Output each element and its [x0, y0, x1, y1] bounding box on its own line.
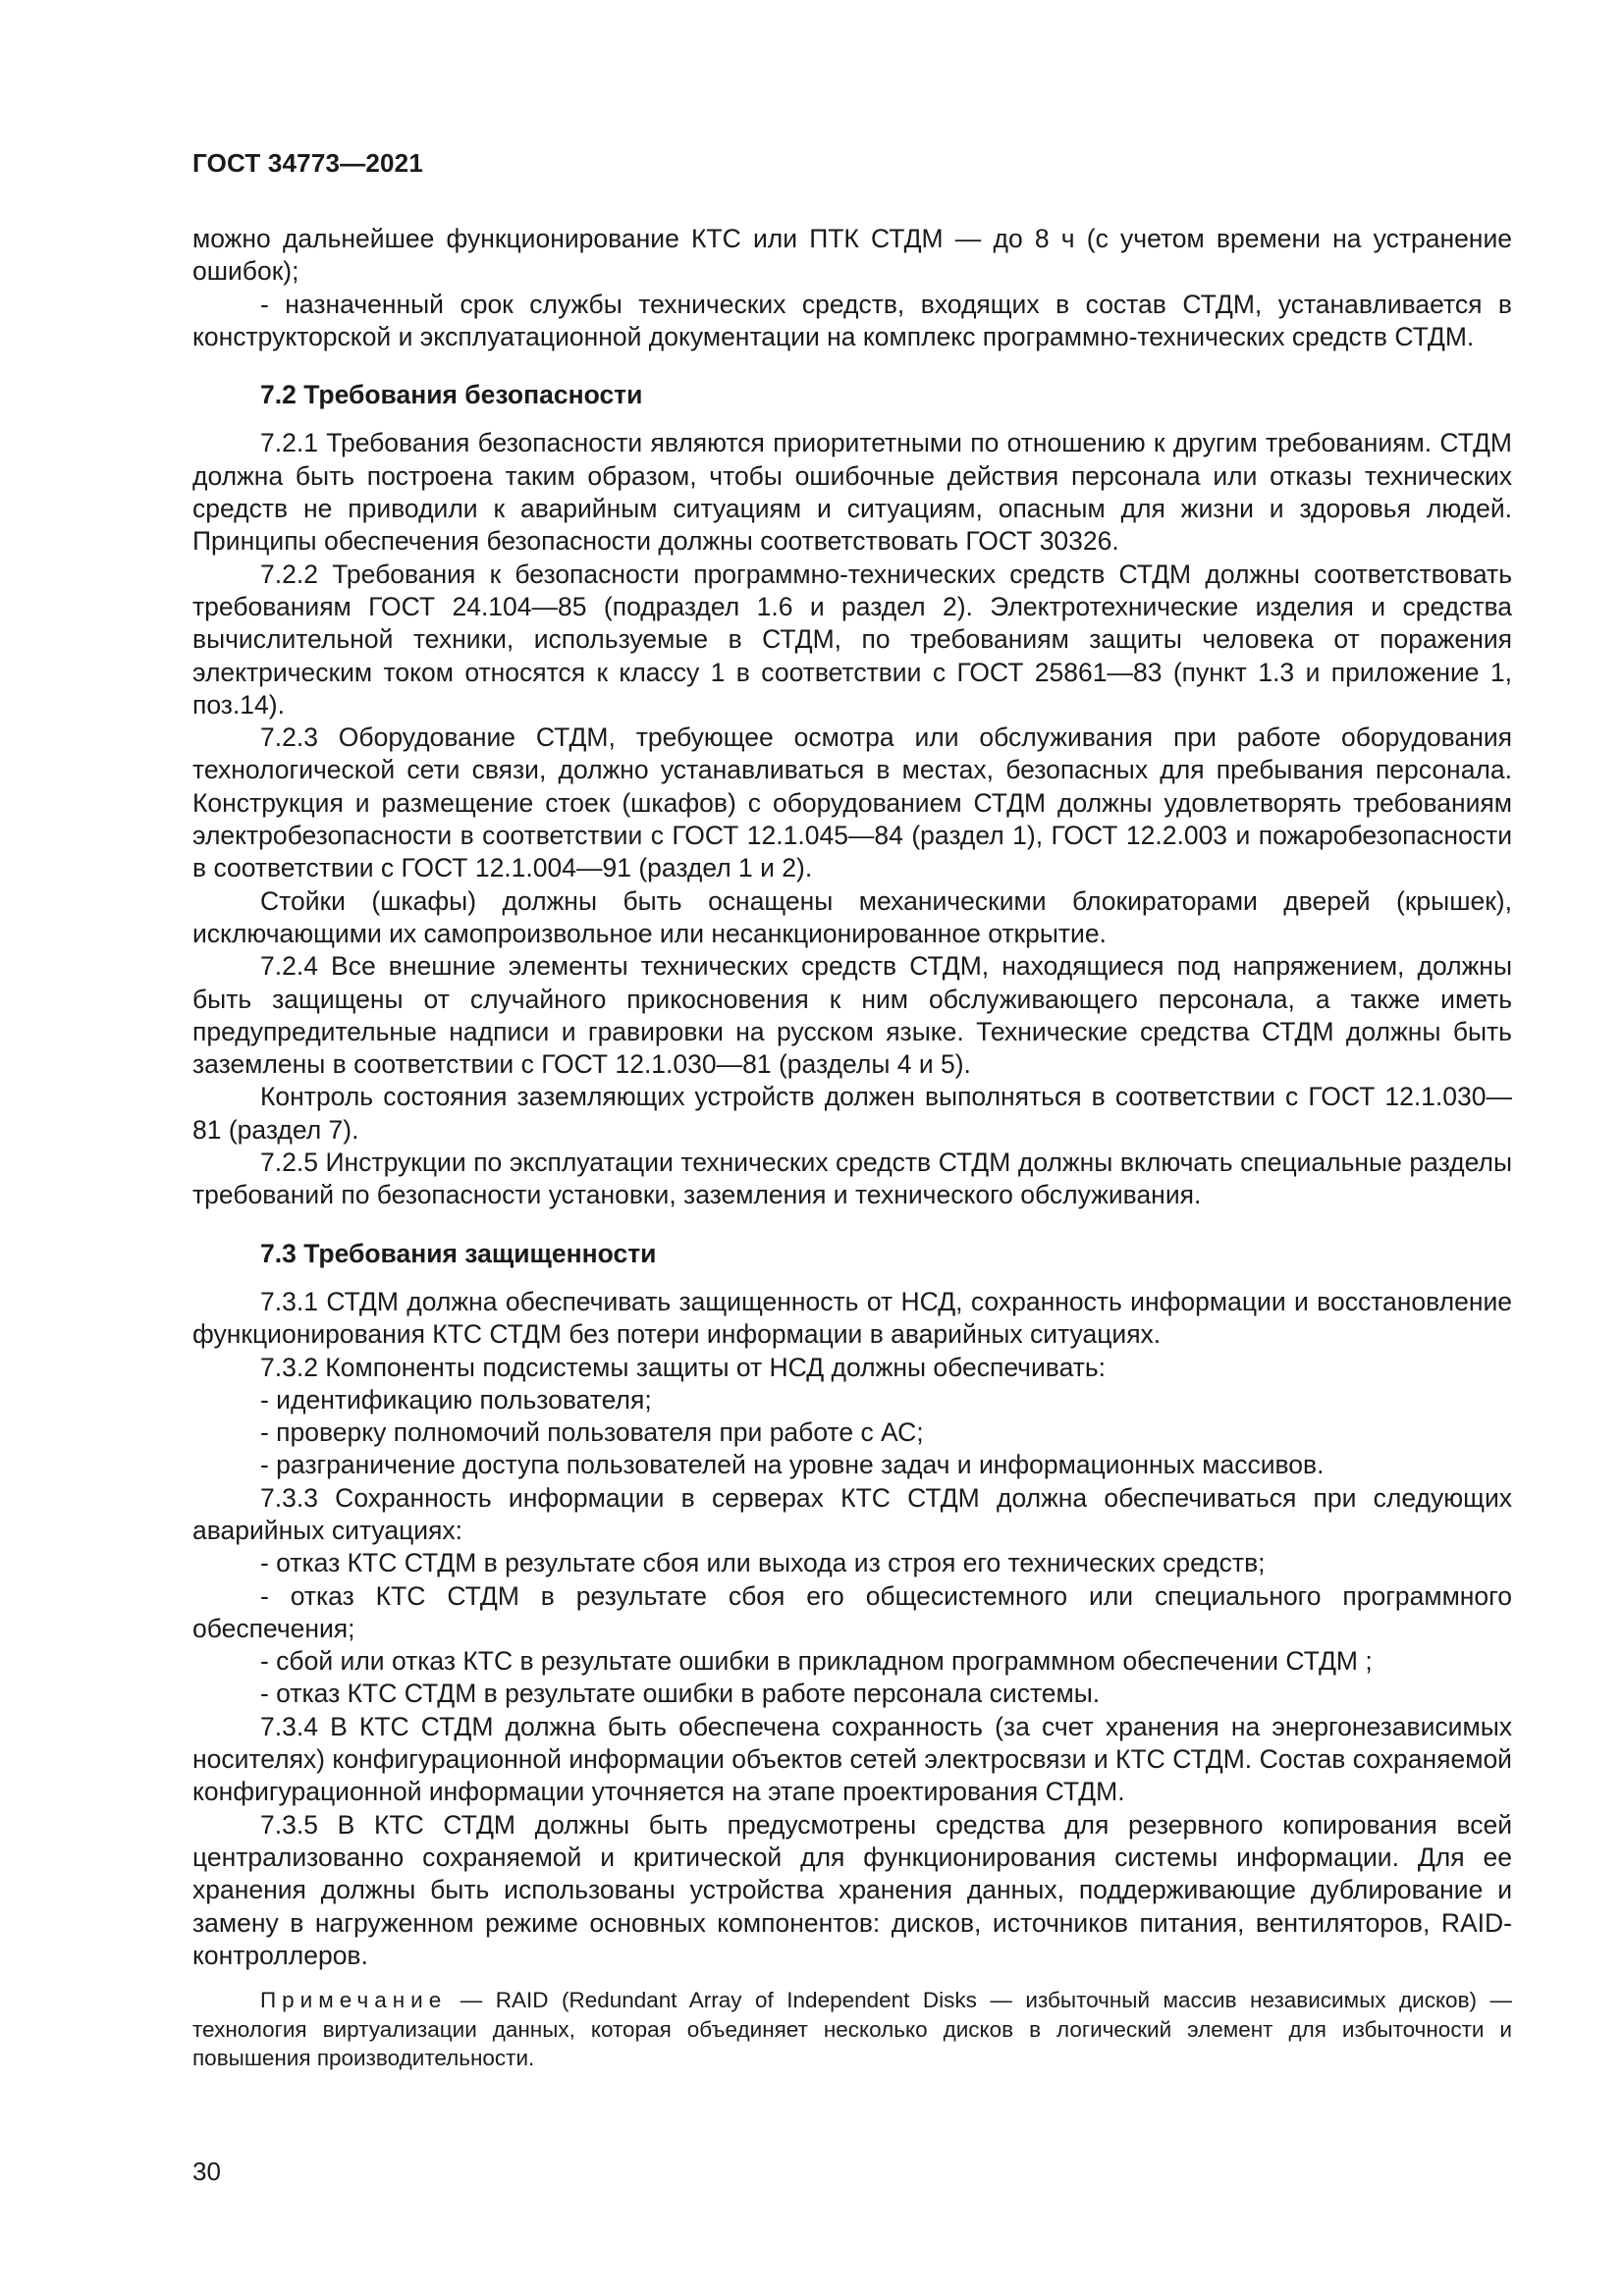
section-heading-7-2: 7.2 Требования безопасности	[260, 380, 643, 410]
paragraph-7-3-4: 7.3.4 В КТС СТДМ должна быть обеспечена сохранность (за счет хранения на энергонезависимых носителях) конфигурационной информации объектов сетей электросвязи и КТС СТДМ. Состав сохраняемой конфигурационной информации уточняется на этапе проектирования СТДМ.	[192, 1711, 1512, 1807]
document-page	[192, 0, 1512, 2296]
paragraph-7-2-1: 7.2.1 Требования безопасности являются приоритетными по отношению к другим требованиям. СТДМ должна быть построена таким образом, чтобы ошибочные действия персонала или отказы технических средств не приводили к аварийным ситуациям и ситуациям, опасным для жизни и здоровья людей. Принципы обеспечения безопасности должны соответствовать ГОСТ 30326.	[192, 428, 1512, 557]
paragraph: - назначенный срок службы технических средств, входящих в состав СТДМ, устанавливается в конструкторской и эксплуатационной документации на комплекс программно-технических средств СТДМ.	[192, 289, 1512, 351]
paragraph-7-3-3: 7.3.3 Сохранность информации в серверах КТС СТДМ должна обеспечиваться при следующих аварийных ситуациях:	[192, 1482, 1512, 1545]
paragraph-7-3-5: 7.3.5 В КТС СТДМ должны быть предусмотрены средства для резервного копирования всей централизованно сохраняемой и критической для функционирования системы информации. Для ее хранения должны быть использованы устройства хранения данных, поддерживающие дублирование и замену в нагруженном режиме основных компонентов: дисков, источников питания, вентиляторов, RAID-контроллеров.	[192, 1809, 1512, 1970]
paragraph-7-2-4: 7.2.4 Все внешние элементы технических средств СТДМ, находящиеся под напряжением, должны быть защищены от случайного прикосновения к ним обслуживающего персонала, а также иметь предупредительные надписи и гравировки на русском языке. Технические средства СТДМ должны быть заземлены в соответствии с ГОСТ 12.1.030—81 (разделы 4 и 5).	[192, 951, 1512, 1080]
paragraph: Контроль состояния заземляющих устройств должен выполняться в соответствии с ГОСТ 12.1.030—81 (раздел 7).	[192, 1082, 1512, 1145]
list-item: - отказ КТС СТДМ в результате ошибки в работе персонала системы.	[260, 1679, 1101, 1709]
note	[192, 1986, 1512, 2073]
paragraph-7-3-1: 7.3.1 СТДМ должна обеспечивать защищенность от НСД, сохранность информации и восстановление функционирования КТС СТДМ без потери информации в аварийных ситуациях.	[192, 1286, 1512, 1350]
paragraph-7-3-2: 7.3.2 Компоненты подсистемы защиты от НСД должны обеспечивать:	[260, 1352, 1107, 1382]
paragraph: Стойки (шкафы) должны быть оснащены механическими блокираторами дверей (крышек), исключающими их самопроизвольное или несанкционированное открытие.	[192, 885, 1512, 948]
list-item: - идентификацию пользователя;	[260, 1384, 652, 1415]
list-item: - сбой или отказ КТС в результате ошибки в прикладном программном обеспечении СТДМ ;	[260, 1646, 1373, 1677]
page-number: 30	[192, 2157, 221, 2186]
list-item: - отказ КТС СТДМ в результате сбоя или выхода из строя его технических средств;	[260, 1548, 1266, 1578]
note-text: — RAID (Redundant Array of Independent Disks — избыточный массив независимых дисков) — технология виртуализации данных, которая объединяет несколько дисков в логический элемент для избыточности и повышения производительности.	[192, 1988, 1512, 2071]
paragraph-7-2-5: 7.2.5 Инструкции по эксплуатации технических средств СТДМ должны включать специальные разделы требований по безопасности установки, заземления и технического обслуживания.	[192, 1148, 1512, 1210]
paragraph: можно дальнейшее функционирование КТС или ПТК СТДМ — до 8 ч (с учетом времени на устранение ошибок);	[192, 224, 1512, 287]
paragraph-7-2-3: 7.2.3 Оборудование СТДМ, требующее осмотра или обслуживания при работе оборудования технологической сети связи, должно устанавливаться в местах, безопасных для пребывания персонала. Конструкция и размещение стоек (шкафов) с оборудованием СТДМ должны удовлетворять требованиям электробезопасности в соответствии с ГОСТ 12.1.045—84 (раздел 1), ГОСТ 12.2.003 и пожаробезопасности в соответствии с ГОСТ 12.1.004—91 (раздел 1 и 2).	[192, 722, 1512, 883]
document-body	[192, 223, 1512, 2073]
list-item: - отказ КТС СТДМ в результате сбоя его общесистемного или специального программного обеспечения;	[192, 1580, 1512, 1643]
list-item: - проверку полномочий пользователя при работе с АС;	[260, 1417, 924, 1448]
document-header: ГОСТ 34773—2021	[192, 148, 423, 178]
note-label: Примечание	[260, 1988, 448, 2013]
paragraph-7-2-2: 7.2.2 Требования к безопасности программно-технических средств СТДМ должны соответствовать требованиям ГОСТ 24.104—85 (подраздел 1.6 и раздел 2). Электротехнические изделия и средства вычислительной техники, используемые в СТДМ, по требованиям защиты человека от поражения электрическим током относятся к классу 1 в соответствии с ГОСТ 25861—83 (пункт 1.3 и приложение 1, поз.14).	[192, 559, 1512, 720]
section-heading-7-3: 7.3 Требования защищенности	[260, 1238, 657, 1268]
list-item: - разграничение доступа пользователей на уровне задач и информационных массивов.	[260, 1450, 1325, 1480]
